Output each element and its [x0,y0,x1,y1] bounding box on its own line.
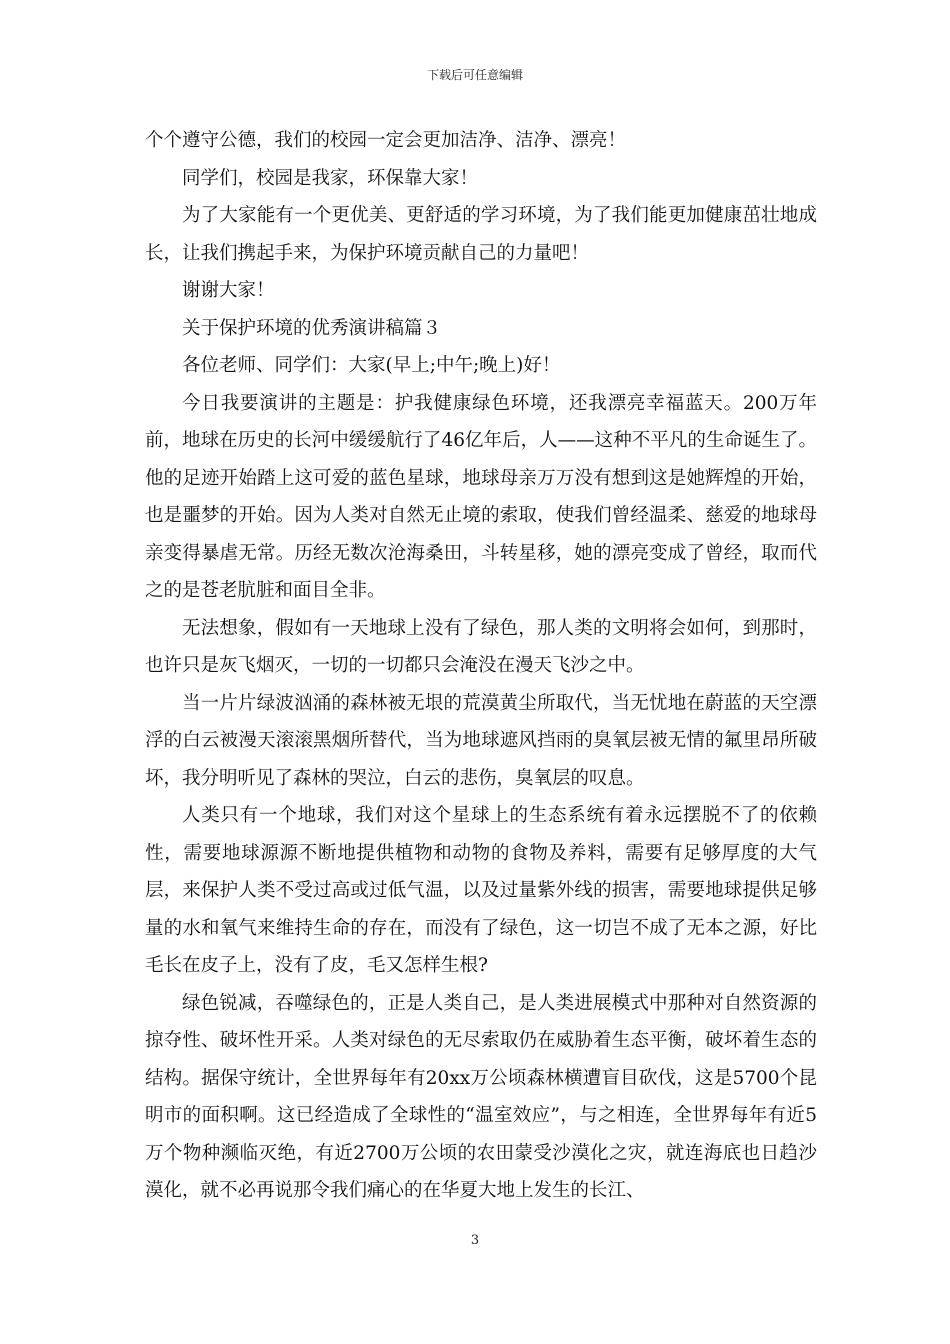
paragraph: 同学们，校园是我家，环保靠大家！ [182,167,479,189]
section-title: 关于保护环境的优秀演讲稿篇３ [182,317,442,339]
paragraph: 无法想象，假如有一天地球上没有了绿色，那人类的文明将会如何，到那时，也许只是灰飞烟灭，一切的一切都只会淹没在漫天飞沙之中。 [145,617,817,676]
paragraph: 谢谢大家！ [182,280,275,301]
paragraph: 个个遵守公德，我们的校园一定会更加洁净、洁净、漂亮！ [145,130,627,151]
salutation: 各位老师、同学们：大家(早上;中午;晚上)好！ [182,355,561,376]
paragraph: 绿色锐减，吞噬绿色的，正是人类自己，是人类进展模式中那种对自然资源的掠夺性、破坏性开采。人类对绿色的无尽索取仍在威胁着生态平衡，破坏着生态的结构。据保守统计，全世界每年有20xx万公顷森林横遭盲目砍伐，这是5700个昆明市的面积啊。这已经造成了全球性的“温室效应”，与之相连，全世界每年有近5万个物种濒临灭绝，有近2700万公顷的农田蒙受沙漠化之灾，就连海底也日趋沙漠化，就不必再说那令我们痛心的在华夏大地上发生的长江、 [145,992,817,1201]
page-header: 下载后可任意编辑 [426,68,523,82]
paragraph: 当一片片绿波汹涌的森林被无垠的荒漠黄尘所取代，当无忧地在蔚蓝的天空漂浮的白云被漫天滚滚黑烟所替代，当为地球遮风挡雨的臭氧层被无情的氟里昂所破坏，我分明听见了森林的哭泣，白云的悲伤，臭氧层的叹息。 [145,692,817,789]
page-number: 3 [470,1233,480,1248]
paragraph: 为了大家能有一个更优美、更舒适的学习环境，为了我们能更加健康茁壮地成长，让我们携起手来，为保护环境贡献自己的力量吧！ [145,205,817,264]
paragraph: 今日我要演讲的主题是：护我健康绿色环境，还我漂亮幸福蓝天。200万年前，地球在历史的长河中缓缓航行了46亿年后，人——这种不平凡的生命诞生了。他的足迹开始踏上这可爱的蓝色星球，地球母亲万万没有想到这是她辉煌的开始，也是噩梦的开始。因为人类对自然无止境的索取，使我们曾经温柔、慈爱的地球母亲变得暴虐无常。历经无数次沧海桑田，斗转星移，她的漂亮变成了曾经，取而代之的是苍老肮脏和面目全非。 [145,392,817,601]
paragraph: 人类只有一个地球，我们对这个星球上的生态系统有着永远摆脱不了的依赖性，需要地球源源不断地提供植物和动物的食物及养料，需要有足够厚度的大气层，来保护人类不受过高或过低气温，以及过量紫外线的损害，需要地球提供足够量的水和氧气来维持生命的存在，而没有了绿色，这一切岂不成了无本之源，好比毛长在皮子上，没有了皮，毛又怎样生根? [145,805,817,976]
document-body [145,122,817,1210]
